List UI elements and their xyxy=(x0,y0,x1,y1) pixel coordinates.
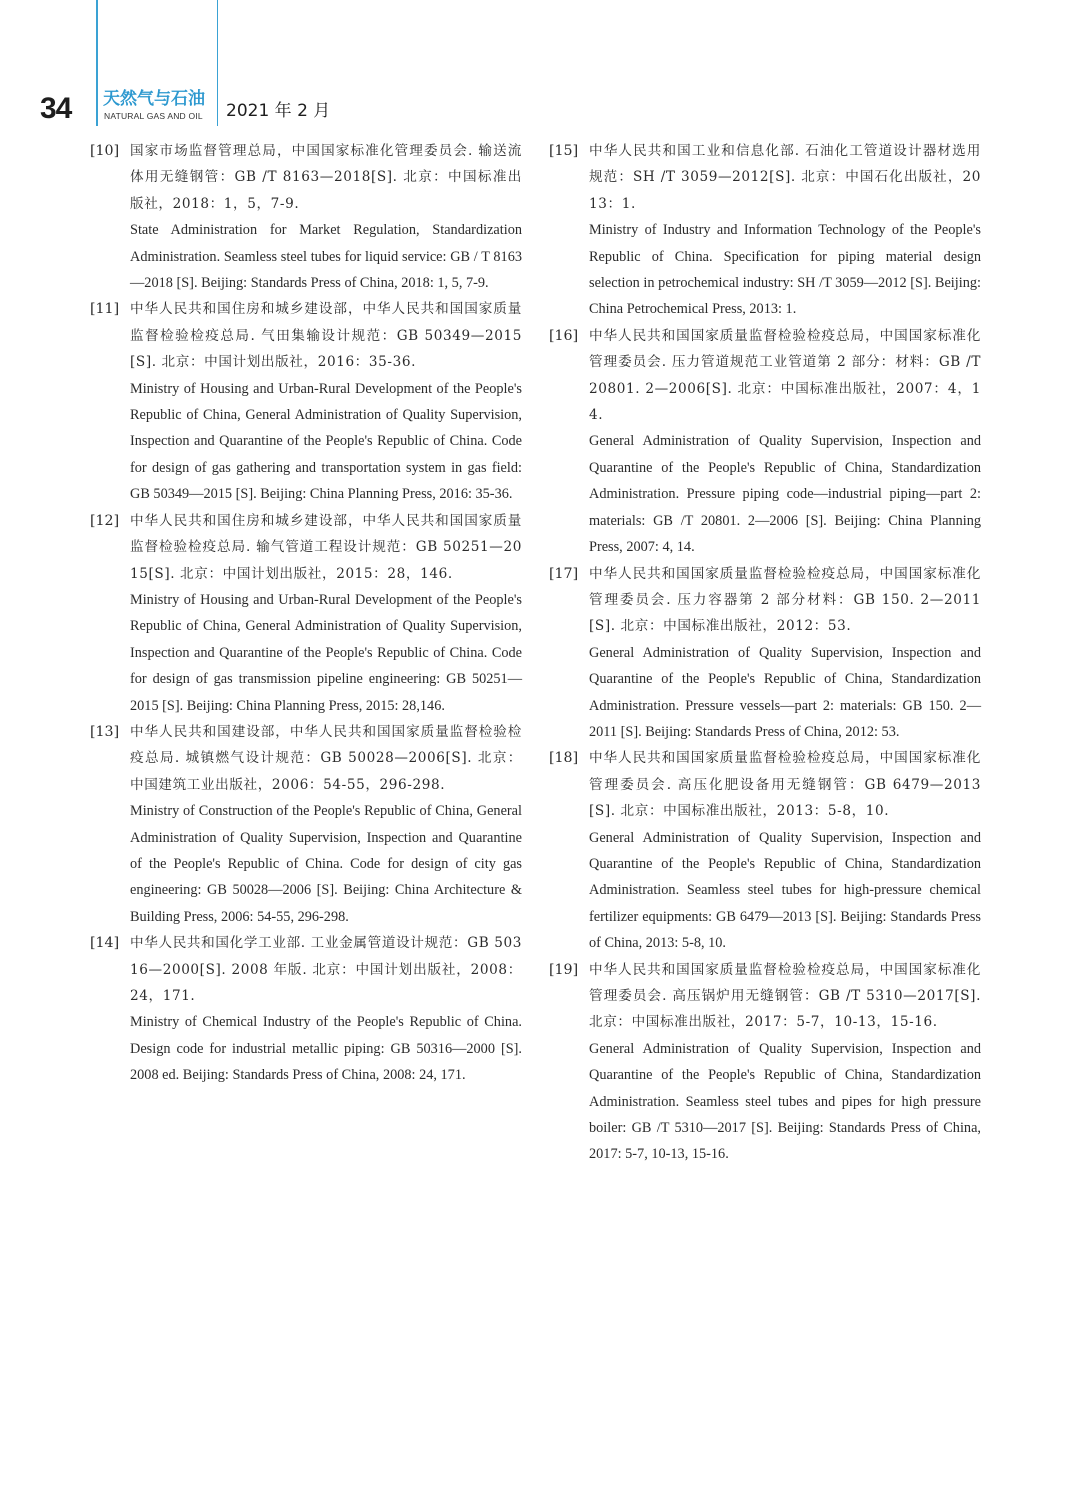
reference-item xyxy=(549,745,981,956)
reference-english: General Administration of Quality Supervision, Inspection and Quarantine of the People's Republic of China, Standardization Administration. Pressure vessels—part 2: materials: GB 150. 2—2011 [S]. Beijing: Standards Press of China, 2012: 53. xyxy=(589,644,981,740)
reference-chinese: 中华人民共和国住房和城乡建设部，中华人民共和国国家质量监督检验检疫总局. 输气管道工程设计规范：GB 50251—2015[S]. 北京：中国计划出版社，2015：28，146. xyxy=(130,512,522,582)
reference-number: [19] xyxy=(549,961,579,978)
reference-english: Ministry of Housing and Urban-Rural Development of the People's Republic of China, General Administration of Quality Supervision, Inspection and Quarantine of the People's Republic of China. Code for design of gas transmission pipeline engineering: GB 50251—2015 [S]. Beijing: China Planning Press, 2015: 28,146. xyxy=(130,591,522,714)
reference-english: Ministry of Construction of the People's Republic of China, General Administration of Quality Supervision, Inspection and Quarantine of the People's Republic of China. Code for design of city gas engineering: GB 50028—2006 [S]. Beijing: China Architecture & Building Press, 2006: 54-55, 296-298. xyxy=(130,803,522,925)
reference-number: [16] xyxy=(549,327,579,344)
reference-item xyxy=(549,323,981,561)
reference-number: [14] xyxy=(90,935,120,952)
reference-chinese: 中华人民共和国工业和信息化部. 石油化工管道设计器材选用规范：SH /T 3059—2012[S]. 北京：中国石化出版社，2013：1. xyxy=(589,143,981,212)
reference-chinese: 中华人民共和国建设部，中华人民共和国国家质量监督检验检疫总局. 城镇燃气设计规范：GB 50028—2006[S]. 北京：中国建筑工业出版社，2006：54-55，296-298. xyxy=(130,723,522,793)
journal-logo: 天然气与石油 xyxy=(103,89,205,109)
reference-number: [12] xyxy=(90,512,120,529)
reference-english: General Administration of Quality Supervision, Inspection and Quarantine of the People's Republic of China, Standardization Administration. Pressure piping code—industrial piping—part 2: materials: GB /T 20801. 2—2006 [S]. Beijing: China Planning Press, 2007: 4, 14. xyxy=(589,433,981,556)
header-rule-right xyxy=(217,0,218,126)
reference-item xyxy=(90,508,522,719)
reference-number: [13] xyxy=(90,723,120,740)
reference-item xyxy=(90,719,522,930)
journal-name-en: NATURAL GAS AND OIL xyxy=(104,111,203,121)
reference-chinese: 中华人民共和国住房和城乡建设部，中华人民共和国国家质量监督检验检疫总局. 气田集输设计规范：GB 50349—2015[S]. 北京：中国计划出版社，2016：35-36. xyxy=(130,301,522,371)
reference-chinese: 中华人民共和国化学工业部. 工业金属管道设计规范：GB 50316—2000[S]. 2008 年版. 北京：中国计划出版社，2008：24，171. xyxy=(130,935,522,1004)
reference-number: [17] xyxy=(549,565,579,582)
issue-date: 2021 年 2 月 xyxy=(226,101,331,121)
reference-item xyxy=(90,138,522,296)
reference-number: [10] xyxy=(90,143,120,159)
reference-english: Ministry of Industry and Information Technology of the People's Republic of China. Specification for piping material design selection in petrochemical industry: SH /T 3059—2012 [S]. Beijing: China Petrochemical Press, 2013: 1. xyxy=(589,222,981,318)
reference-chinese: 中华人民共和国国家质量监督检验检疫总局，中国国家标准化管理委员会. 高压化肥设备用无缝钢管：GB 6479—2013[S]. 北京：中国标准出版社，2013：5-8，10. xyxy=(589,750,981,820)
reference-item xyxy=(549,561,981,746)
page-header xyxy=(0,0,1080,140)
reference-item xyxy=(549,957,981,1168)
reference-chinese: 中华人民共和国国家质量监督检验检疫总局，中国国家标准化管理委员会. 高压锅炉用无缝钢管：GB /T 5310—2017[S]. 北京：中国标准出版社，2017：5-7，10-13，15-16. xyxy=(589,961,981,1031)
reference-item xyxy=(549,138,981,323)
header-rule-left xyxy=(96,0,98,126)
reference-item xyxy=(90,930,522,1088)
reference-english: Ministry of Chemical Industry of the People's Republic of China. Design code for industrial metallic piping: GB 50316—2000 [S]. 2008 ed. Beijing: Standards Press of China, 2008: 24, 171. xyxy=(130,1014,522,1084)
reference-column-left xyxy=(90,138,522,1089)
reference-item xyxy=(90,296,522,507)
reference-column-right xyxy=(549,138,981,1168)
reference-english: Ministry of Housing and Urban-Rural Development of the People's Republic of China, General Administration of Quality Supervision, Inspection and Quarantine of the People's Republic of China. Code for design of gas gathering and transportation system in gas field: GB 50349—2015 [S]. Beijing: China Planning Press, 2016: 35-36. xyxy=(130,380,522,503)
reference-chinese: 中华人民共和国国家质量监督检验检疫总局，中国国家标准化管理委员会. 压力容器第 2 部分材料：GB 150. 2—2011[S]. 北京：中国标准出版社，2012：53. xyxy=(589,565,981,635)
reference-chinese: 国家市场监督管理总局，中国国家标准化管理委员会. 输送流体用无缝钢管：GB /T 8163—2018[S]. 北京：中国标准出版社，2018：1，5，7-9. xyxy=(130,143,522,212)
reference-chinese: 中华人民共和国国家质量监督检验检疫总局，中国国家标准化管理委员会. 压力管道规范工业管道第 2 部分：材料：GB /T 20801. 2—2006[S]. 北京：中国标准出版社，2007：4，14. xyxy=(589,327,981,424)
reference-number: [11] xyxy=(90,301,120,318)
reference-english: General Administration of Quality Supervision, Inspection and Quarantine of the People's Republic of China, Standardization Administration. Seamless steel tubes and pipes for high pressure boiler: GB /T 5310—2017 [S]. Beijing: Standards Press of China, 2017: 5-7, 10-13, 15-16. xyxy=(589,1040,981,1163)
reference-english: State Administration for Market Regulation, Standardization Administration. Seamless steel tubes for liquid service: GB / T 8163—2018 [S]. Beijing: Standards Press of China, 2018: 1, 5, 7-9. xyxy=(130,222,522,292)
reference-english: General Administration of Quality Supervision, Inspection and Quarantine of the People's Republic of China, Standardization Administration. Seamless steel tubes for high-pressure chemical fertilizer equipments: GB 6479—2013 [S]. Beijing: Standards Press of China, 2013: 5-8, 10. xyxy=(589,829,981,952)
reference-number: [15] xyxy=(549,143,579,159)
reference-number: [18] xyxy=(549,750,579,767)
page-number: 34 xyxy=(40,92,72,125)
